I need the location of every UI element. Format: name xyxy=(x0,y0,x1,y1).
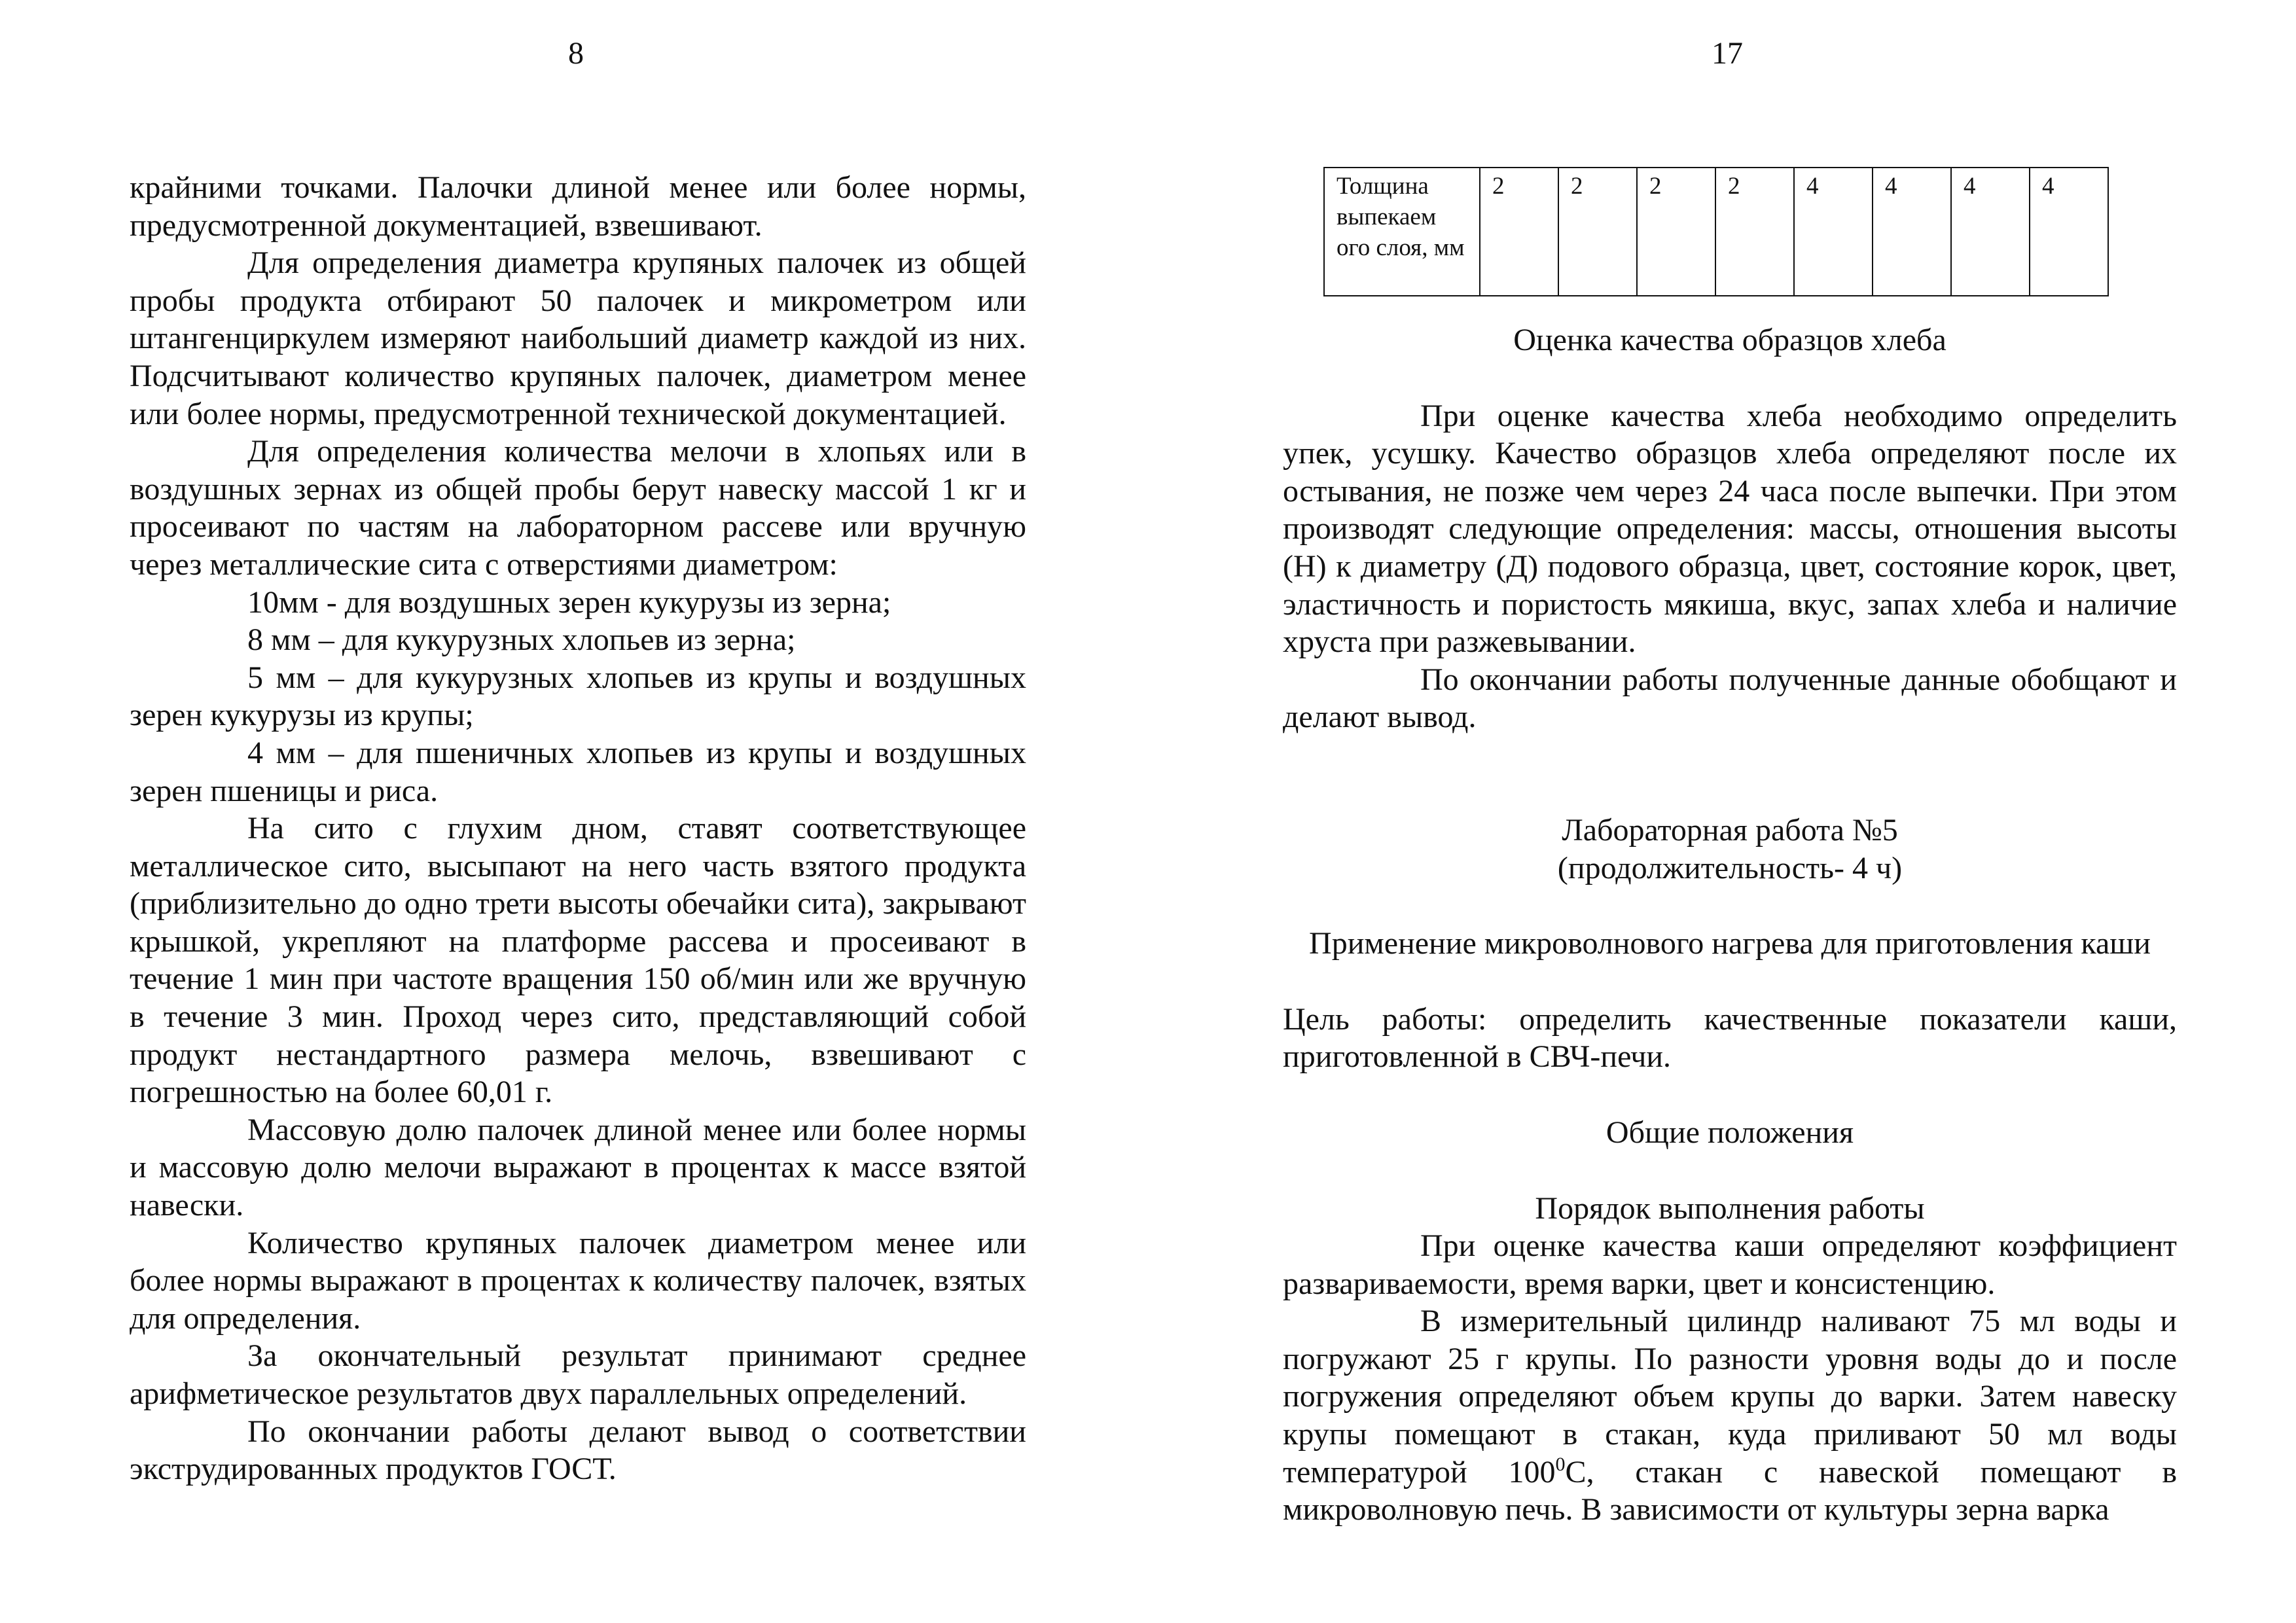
goal-paragraph: Цель работы: определить качественные показатели каши, приготовленной в СВЧ-печи. xyxy=(1283,1001,2177,1075)
baking-layer-table xyxy=(1323,167,2109,296)
lab-title: Лабораторная работа №5 xyxy=(1562,812,1898,847)
table-cell: 4 xyxy=(2030,168,2108,296)
paragraph xyxy=(1283,1302,2177,1529)
text-run: С, стакан с навеской помещают в микроволновую печь. В зависимости от культуры зерна варка xyxy=(1283,1454,2177,1527)
table-cell: 2 xyxy=(1637,168,1715,296)
paragraph: За окончательный результат принимают среднее арифметическое результатов двух параллельных определений. xyxy=(130,1338,1026,1411)
table-row-label: Толщина выпекаем ого слоя, мм xyxy=(1324,168,1480,296)
list-item: 5 мм – для кукурузных хлопьев из крупы и воздушных зерен кукурузы из крупы; xyxy=(130,660,1026,733)
list-item: 8 мм – для кукурузных хлопьев из зерна; xyxy=(247,622,796,658)
section-heading-quality: Оценка качества образцов хлеба xyxy=(1513,323,1946,357)
table-cell: 2 xyxy=(1558,168,1637,296)
paragraph: Для определения количества мелочи в хлопьях или в воздушных зернах из общей пробы берут навеску массой 1 кг и просеивают по частям на лабораторном рассеве или вручную через металлические сита с отверстиями диаметром: xyxy=(130,434,1026,582)
lab-topic: Применение микроволнового нагрева для приготовления каши xyxy=(1309,926,2151,961)
text-run: В измерительный цилиндр наливают 75 мл воды и погружают 25 г крупы. По разности уровня воды до и после погружения определяют объем крупы до варки. Затем навеску крупы помещают в стакан, куда приливают 50 мл воды температурой 100 xyxy=(1283,1304,2177,1489)
page-number-left: 8 xyxy=(568,36,584,71)
paragraph: По окончании работы полученные данные обобщают и делают вывод. xyxy=(1283,662,2177,735)
section-heading-general: Общие положения xyxy=(1605,1115,1854,1150)
paragraph: Для определения диаметра крупяных палочек из общей пробы продукта отбирают 50 палочек и микрометром или штангенциркулем измеряют наибольший диаметр каждой из них. Подсчитывают количество крупяных палочек, диаметром менее или более нормы, предусмотренной технической документацией. xyxy=(130,245,1026,431)
paragraph: При оценке качества хлеба необходимо определить упек, усушку. Качество образцов хлеба определяют после их остывания, не позже чем через 24 часа после выпечки. При этом производят следующие определения: массы, отношения высоты (Н) к диаметру (Д) подового образца, цвет, состояние корок, цвет, эластичность и пористость мякиша, вкус, запах хлеба и наличие хруста при разжевывании. xyxy=(1283,398,2177,660)
paragraph: По окончании работы делают вывод о соответствии экструдированных продуктов ГОСТ. xyxy=(130,1414,1026,1487)
paragraph: крайними точками. Палочки длиной менее или более нормы, предусмотренной документацией, взвешивают. xyxy=(130,170,1026,243)
table-cell: 4 xyxy=(1951,168,2030,296)
superscript: 0 xyxy=(1555,1453,1566,1475)
table-cell: 2 xyxy=(1480,168,1558,296)
table-row xyxy=(1324,168,2108,296)
table-cell: 4 xyxy=(1794,168,1873,296)
page-number-right: 17 xyxy=(1712,36,1743,71)
list-item: 4 мм – для пшеничных хлопьев из крупы и воздушных зерен пшеницы и риса. xyxy=(130,735,1026,808)
paragraph: Массовую долю палочек длиной менее или более нормы и массовую долю мелочи выражают в процентах к массе взятой навески. xyxy=(130,1112,1026,1223)
table-cell: 2 xyxy=(1715,168,1794,296)
paragraph: На сито с глухим дном, ставят соответствующее металлическое сито, высыпают на него часть взятого продукта (приблизительно до одно трети высоты обечайки сита), закрывают крышкой, укрепляют на платформе рассева и просеивают в течение 1 мин при частоте вращения 150 об/мин или же вручную в течение 3 мин. Проход через сито, представляющий собой продукт нестандартного размера мелочь, взвешивают с погрешностью на более 60,01 г. xyxy=(130,811,1026,1110)
list-item: 10мм - для воздушных зерен кукурузы из зерна; xyxy=(247,584,891,620)
section-heading-procedure: Порядок выполнения работы xyxy=(1535,1190,1925,1226)
left-page-text xyxy=(130,169,1026,1488)
right-page-text xyxy=(1283,167,2177,1529)
lab-duration: (продолжительность- 4 ч) xyxy=(1557,850,1903,885)
paragraph: При оценке качества каши определяют коэффициент развариваемости, время варки, цвет и консистенцию. xyxy=(1283,1228,2177,1301)
paragraph: Количество крупяных палочек диаметром менее или более нормы выражают в процентах к количеству палочек, взятых для определения. xyxy=(130,1225,1026,1336)
table-cell: 4 xyxy=(1873,168,1951,296)
